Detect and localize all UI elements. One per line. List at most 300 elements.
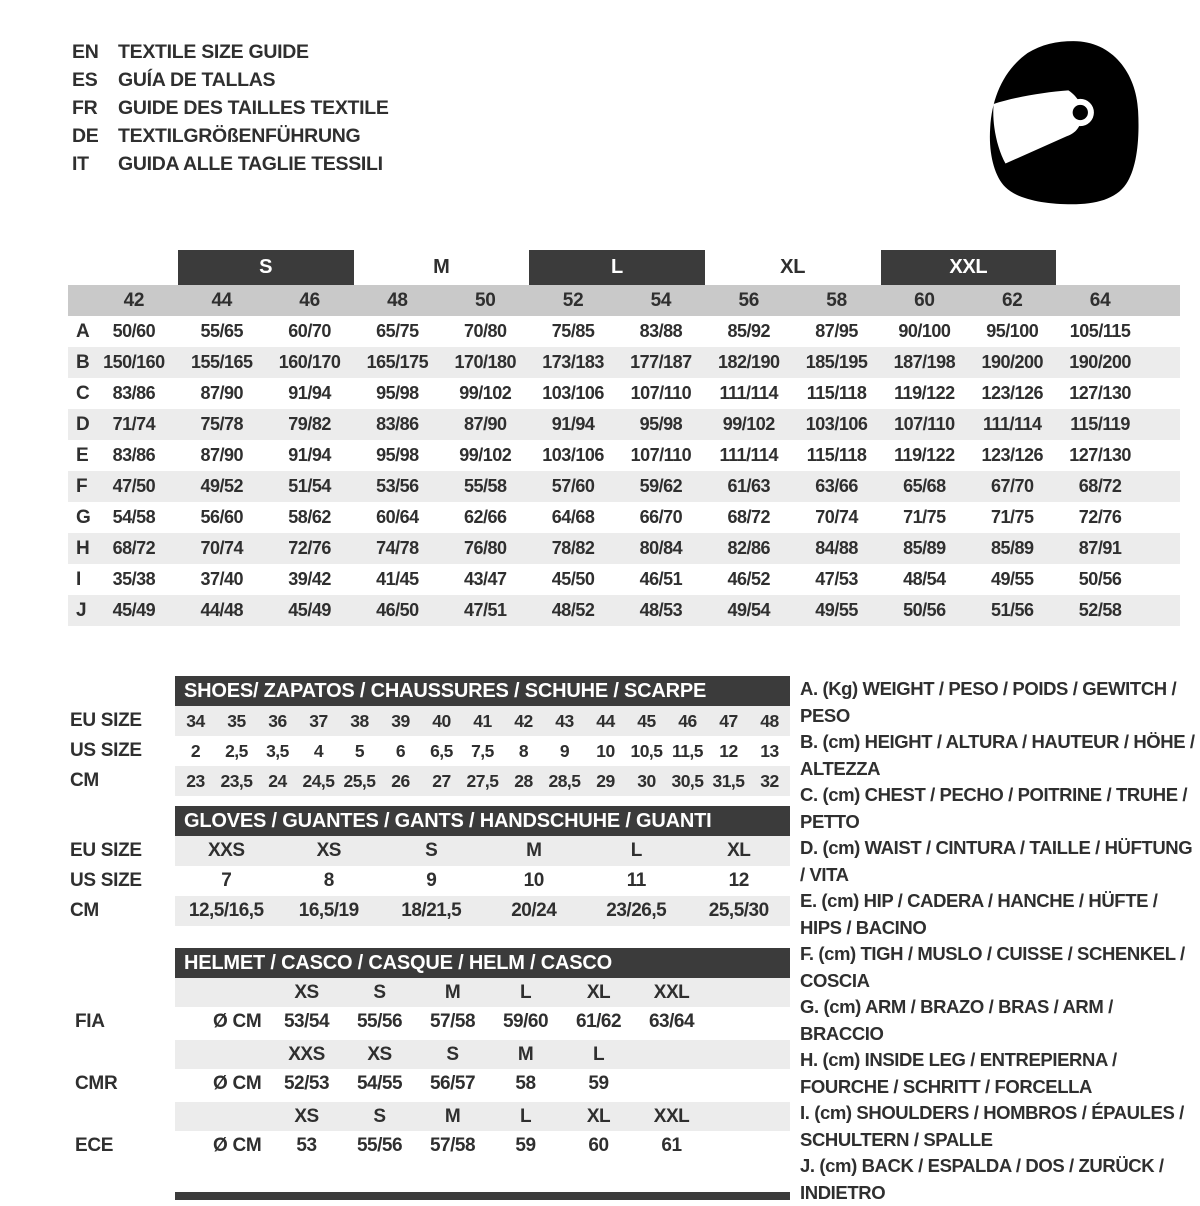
size-cell: 46/50 xyxy=(376,600,419,620)
size-table-row xyxy=(68,316,1180,347)
size-cell: 72/76 xyxy=(1078,507,1122,527)
language-code: EN xyxy=(72,40,99,63)
size-cell: 123/126 xyxy=(981,383,1044,403)
size-cell: 56/60 xyxy=(200,507,244,527)
size-cell: 91/94 xyxy=(288,383,331,403)
size-cell: 57/58 xyxy=(429,1134,476,1156)
size-cell: 111/114 xyxy=(719,445,779,465)
size-cell: 51/56 xyxy=(990,600,1034,620)
size-cell: 43/47 xyxy=(463,569,507,589)
size-cell: 71/74 xyxy=(112,414,156,434)
size-table-row xyxy=(68,378,1180,409)
helmet-values-row xyxy=(70,1007,800,1036)
gloves-row xyxy=(70,866,800,896)
size-cell: 50/60 xyxy=(112,321,156,341)
row-values xyxy=(175,1102,790,1131)
shoes-row xyxy=(70,766,800,796)
size-cell: 25,5/30 xyxy=(708,900,769,921)
measurement-legend-item: E. (cm) HIP / CADERA / HANCHE / HÜFTE / HIPS / BACINO xyxy=(800,890,1158,938)
size-cell: 6 xyxy=(395,740,406,761)
size-cell: 30,5 xyxy=(671,770,704,791)
row-letter: E xyxy=(76,444,89,466)
helmet-size-label: S xyxy=(373,1105,386,1127)
measurement-legend-item: I. (cm) SHOULDERS / HOMBROS / ÉPAULES / SCHULTERN / SPALLE xyxy=(800,1102,1184,1150)
size-cell: 103/106 xyxy=(542,383,604,403)
size-cell: 150/160 xyxy=(103,352,165,372)
row-letter: B xyxy=(76,351,90,373)
measurement-legend-item: D. (cm) WAIST / CINTURA / TAILLE / HÜFTUNG / VITA xyxy=(800,837,1193,885)
size-cell: XS xyxy=(316,840,341,861)
row-letter: D xyxy=(76,413,90,435)
helmet-size-label: S xyxy=(446,1043,459,1065)
size-cell: 8 xyxy=(518,740,529,761)
row-letter: H xyxy=(76,537,90,559)
size-cell: 12 xyxy=(728,870,749,891)
row-letter: J xyxy=(76,599,87,621)
row-values xyxy=(175,736,790,766)
size-cell: 59/62 xyxy=(639,476,683,496)
size-cell: 173/183 xyxy=(542,352,604,372)
size-cell: 64/68 xyxy=(551,507,595,527)
size-cell: S xyxy=(425,840,438,861)
row-values xyxy=(175,1040,790,1069)
size-cell: 119/122 xyxy=(894,445,955,465)
size-cell: 87/91 xyxy=(1078,538,1122,558)
size-cell: 38 xyxy=(350,710,369,731)
row-values xyxy=(175,1007,790,1036)
size-band-label: XXL xyxy=(881,250,1057,285)
size-cell: 59 xyxy=(588,1072,609,1094)
gloves-section xyxy=(70,806,800,926)
row-label: EU SIZE xyxy=(70,840,142,861)
size-cell: 27 xyxy=(432,770,451,791)
size-cell: 80/84 xyxy=(639,538,683,558)
size-cell: 57/60 xyxy=(551,476,595,496)
row-label: EU SIZE xyxy=(70,710,142,731)
size-cell: 85/92 xyxy=(727,321,771,341)
size-cell: 187/198 xyxy=(893,352,956,372)
size-band-label: XL xyxy=(780,256,806,278)
size-cell: 46/52 xyxy=(727,569,771,589)
size-cell: 13 xyxy=(760,740,779,761)
row-values xyxy=(175,896,790,926)
helmet-values-row xyxy=(70,1131,800,1160)
size-cell: 12 xyxy=(719,740,738,761)
diameter-unit-label: Ø CM xyxy=(213,1010,262,1032)
row-label: CM xyxy=(70,770,99,791)
language-code: IT xyxy=(72,152,89,175)
shoes-rows xyxy=(70,706,800,796)
size-cell: 82/86 xyxy=(727,538,771,558)
size-cell: 95/98 xyxy=(639,414,683,434)
size-cell: 2 xyxy=(190,740,201,761)
measurement-legend-item: A. (Kg) WEIGHT / PESO / POIDS / GEWITCH / PESO xyxy=(800,678,1177,726)
numeric-size-label: 46 xyxy=(299,289,320,311)
size-band-label: L xyxy=(529,250,705,285)
helmet-size-label: XXL xyxy=(653,981,690,1003)
helmet-size-labels xyxy=(270,1106,790,1128)
size-cell: 85/89 xyxy=(990,538,1034,558)
size-cell: 111/114 xyxy=(982,414,1042,434)
language-code: FR xyxy=(72,96,98,119)
size-cell: 18/21,5 xyxy=(401,900,462,921)
size-cell: 36 xyxy=(268,710,287,731)
language-title: GUIDA ALLE TAGLIE TESSILI xyxy=(118,152,383,175)
size-cell: 48 xyxy=(760,710,779,731)
size-cell: 91/94 xyxy=(551,414,595,434)
textile-size-table xyxy=(68,250,1180,626)
size-cell: 49/52 xyxy=(200,476,244,496)
helmet-size-label: XL xyxy=(586,1105,611,1127)
size-cell: 27,5 xyxy=(466,770,499,791)
numeric-size-row xyxy=(68,285,1180,316)
language-title-list xyxy=(72,38,389,178)
size-cell: 47/53 xyxy=(815,569,858,589)
size-cell: 10 xyxy=(523,870,544,891)
size-cell: 103/106 xyxy=(805,414,868,434)
measurement-legend-item: H. (cm) INSIDE LEG / ENTREPIERNA / FOURCHE / SCHRITT / FORCELLA xyxy=(800,1049,1117,1097)
helmet-size-values xyxy=(270,1011,790,1033)
helmet-size-label: XS xyxy=(367,1043,392,1065)
numeric-size-label: 60 xyxy=(914,289,935,311)
shoes-section xyxy=(70,676,800,796)
size-cell: 53/56 xyxy=(376,476,419,496)
size-cell: 3,5 xyxy=(266,740,289,761)
size-cell: 50/56 xyxy=(903,600,946,620)
size-table-row xyxy=(68,347,1180,378)
size-cell: 155/165 xyxy=(190,352,253,372)
size-cell: 79/82 xyxy=(288,414,331,434)
size-cell: 41 xyxy=(473,710,492,731)
size-cell: 54/55 xyxy=(356,1072,403,1094)
gloves-row xyxy=(70,836,800,866)
gloves-rows xyxy=(70,836,800,926)
size-cell: 61 xyxy=(661,1134,682,1156)
numeric-size-label: 48 xyxy=(387,289,408,311)
language-code: DE xyxy=(72,124,99,147)
size-cell: 103/106 xyxy=(542,445,604,465)
helmet-section xyxy=(70,948,800,1164)
helmet-size-label: L xyxy=(519,1105,532,1127)
size-cell: 55/65 xyxy=(200,321,244,341)
size-cell: 39/42 xyxy=(288,569,331,589)
shoes-header-bar: SHOES/ ZAPATOS / CHAUSSURES / SCHUHE / SCARPE xyxy=(175,676,790,706)
size-cell: 46 xyxy=(678,710,697,731)
size-table-row xyxy=(68,471,1180,502)
size-cell: 65/68 xyxy=(903,476,946,496)
numeric-size-label: 44 xyxy=(211,289,233,311)
size-cell: 75/85 xyxy=(551,321,595,341)
size-cell: 49/55 xyxy=(815,600,858,620)
row-label: US SIZE xyxy=(70,740,142,761)
numeric-size-label: 58 xyxy=(826,289,847,311)
language-title: TEXTILGRÖßENFÜHRUNG xyxy=(118,124,361,147)
size-cell: 58 xyxy=(515,1072,536,1094)
size-cell: 55/56 xyxy=(356,1010,403,1032)
size-cell: 59/60 xyxy=(502,1010,549,1032)
size-cell: 25,5 xyxy=(343,770,376,791)
size-cell: 39 xyxy=(391,710,410,731)
size-cell: 35/38 xyxy=(112,569,156,589)
size-cell: 87/95 xyxy=(815,321,858,341)
helmet-cert-group xyxy=(70,1102,800,1160)
helmet-size-label: XS xyxy=(294,981,319,1003)
size-band-row xyxy=(68,250,1180,285)
certification-label: CMR xyxy=(75,1072,118,1094)
size-cell: 54/58 xyxy=(112,507,156,527)
helmet-size-values xyxy=(270,1135,790,1157)
size-cell: 87/90 xyxy=(200,383,244,403)
measurement-legend-item: F. (cm) TIGH / MUSLO / CUISSE / SCHENKEL / COSCIA xyxy=(800,943,1185,991)
size-cell: 165/175 xyxy=(366,352,429,372)
size-cell: 83/86 xyxy=(112,383,156,403)
size-cell: L xyxy=(630,840,642,861)
size-cell: 63/66 xyxy=(815,476,858,496)
row-values xyxy=(175,706,790,736)
size-cell: 177/187 xyxy=(630,352,692,372)
size-cell: 28,5 xyxy=(548,770,581,791)
size-cell: 50/56 xyxy=(1078,569,1122,589)
size-cell: 182/190 xyxy=(717,352,780,372)
size-cell: 53 xyxy=(296,1134,317,1156)
size-cell: 49/55 xyxy=(990,569,1034,589)
size-cell: 23/26,5 xyxy=(606,900,667,921)
size-table-row xyxy=(68,409,1180,440)
measurement-legend-item: B. (cm) HEIGHT / ALTURA / HAUTEUR / HÖHE / ALTEZZA xyxy=(800,731,1195,779)
size-cell: 84/88 xyxy=(815,538,858,558)
size-cell: 160/170 xyxy=(278,352,341,372)
row-letter: A xyxy=(76,320,90,342)
size-cell: 74/78 xyxy=(376,538,419,558)
size-cell: 2,5 xyxy=(225,740,248,761)
measurement-legend xyxy=(800,676,1198,1206)
size-cell: 58/62 xyxy=(288,507,331,527)
size-cell: 70/74 xyxy=(200,538,244,558)
size-cell: 78/82 xyxy=(551,538,595,558)
size-cell: 66/70 xyxy=(639,507,683,527)
size-cell: 45/49 xyxy=(288,600,331,620)
language-row xyxy=(72,122,389,150)
row-letter: F xyxy=(76,475,88,497)
size-cell: 83/88 xyxy=(639,321,683,341)
size-cell: 23,5 xyxy=(220,770,253,791)
size-cell: 23 xyxy=(186,770,205,791)
size-cell: 4 xyxy=(313,740,324,761)
size-cell: 43 xyxy=(555,710,574,731)
size-cell: 190/200 xyxy=(981,352,1044,372)
helmet-values-row xyxy=(70,1069,800,1098)
size-cell: 75/78 xyxy=(200,414,244,434)
size-cell: 107/110 xyxy=(630,445,692,465)
helmet-size-values xyxy=(270,1073,790,1095)
size-cell: 48/52 xyxy=(551,600,595,620)
cropped-section-bar xyxy=(175,1192,790,1200)
size-cell: 65/75 xyxy=(376,321,419,341)
size-cell: 28 xyxy=(514,770,533,791)
size-cell: 24 xyxy=(268,770,287,791)
size-cell: 12,5/16,5 xyxy=(188,900,264,921)
numeric-size-label: 54 xyxy=(650,289,672,311)
gloves-row xyxy=(70,896,800,926)
size-cell: 10 xyxy=(596,740,615,761)
helmet-header-bar: HELMET / CASCO / CASQUE / HELM / CASCO xyxy=(175,948,790,978)
measurement-legend-item: J. (cm) BACK / ESPALDA / DOS / ZURÜCK / INDIETRO xyxy=(800,1155,1164,1203)
size-cell: 47/50 xyxy=(112,476,156,496)
measurement-legend-item: C. (cm) CHEST / PECHO / POITRINE / TRUHE / PETTO xyxy=(800,784,1188,832)
size-cell: 119/122 xyxy=(894,383,955,403)
size-cell: 45 xyxy=(637,710,656,731)
size-cell: 190/200 xyxy=(1069,352,1131,372)
helmet-sizes-row xyxy=(70,978,800,1007)
size-cell: 34 xyxy=(186,710,205,731)
size-cell: 68/72 xyxy=(727,507,771,527)
helmet-size-label: L xyxy=(592,1043,605,1065)
language-code: ES xyxy=(72,68,98,91)
size-cell: 47/51 xyxy=(463,600,507,620)
size-cell: 61/62 xyxy=(575,1010,622,1032)
size-cell: 35 xyxy=(227,710,246,731)
helmet-groups xyxy=(70,978,800,1160)
numeric-size-label: 64 xyxy=(1089,289,1111,311)
size-cell: 11 xyxy=(626,870,646,891)
size-cell: 111/114 xyxy=(719,383,779,403)
size-cell: 60/64 xyxy=(376,507,419,527)
size-cell: 62/66 xyxy=(463,507,507,527)
size-cell: 16,5/19 xyxy=(298,900,359,921)
row-label-spacer xyxy=(70,1102,175,1131)
size-cell: 44 xyxy=(596,710,615,731)
size-cell: 105/115 xyxy=(1069,321,1131,341)
row-values xyxy=(175,1131,790,1160)
size-cell: 85/89 xyxy=(903,538,946,558)
size-cell: M xyxy=(526,840,542,861)
measurement-legend-item: G. (cm) ARM / BRAZO / BRAS / ARM / BRACCIO xyxy=(800,996,1113,1044)
size-cell: 24,5 xyxy=(302,770,335,791)
size-cell: 47 xyxy=(719,710,738,731)
size-band-label: S xyxy=(178,250,354,285)
size-cell: 20/24 xyxy=(511,900,557,921)
size-cell: 87/90 xyxy=(463,414,507,434)
size-cell: 123/126 xyxy=(981,445,1044,465)
size-cell: 52/53 xyxy=(283,1072,330,1094)
row-values xyxy=(175,866,790,896)
row-letter: G xyxy=(76,506,91,528)
size-cell: 52/58 xyxy=(1078,600,1122,620)
row-values xyxy=(175,836,790,866)
size-cell: 51/54 xyxy=(288,476,331,496)
size-cell: 42 xyxy=(514,710,533,731)
textile-rows xyxy=(68,316,1180,626)
language-row xyxy=(72,150,389,178)
size-cell: 68/72 xyxy=(1078,476,1122,496)
helmet-size-label: M xyxy=(444,1105,461,1127)
size-cell: 90/100 xyxy=(898,321,951,341)
size-cell: 115/119 xyxy=(1070,414,1130,434)
size-cell: XL xyxy=(727,840,751,861)
helmet-size-label: XL xyxy=(586,981,611,1003)
size-cell: 57/58 xyxy=(429,1010,476,1032)
size-cell: 95/98 xyxy=(376,445,419,465)
size-cell: 70/74 xyxy=(815,507,858,527)
size-cell: 9 xyxy=(426,870,437,891)
numeric-size-label: 50 xyxy=(474,289,496,311)
shoes-row xyxy=(70,736,800,766)
size-cell: 37 xyxy=(309,710,328,731)
numeric-size-label: 52 xyxy=(562,289,584,311)
helmet-size-label: XS xyxy=(294,1105,319,1127)
helmet-size-labels xyxy=(270,982,790,1004)
size-cell: 76/80 xyxy=(463,538,507,558)
size-band-label: M xyxy=(433,256,450,278)
size-cell: 72/76 xyxy=(288,538,331,558)
row-letter: I xyxy=(76,568,81,590)
language-row xyxy=(72,94,389,122)
helmet-size-label: XXS xyxy=(288,1043,325,1065)
size-cell: 70/80 xyxy=(463,321,507,341)
size-cell: 107/110 xyxy=(894,414,955,434)
language-row xyxy=(72,66,389,94)
size-cell: XXS xyxy=(207,840,245,861)
size-cell: 71/75 xyxy=(903,507,946,527)
size-cell: 170/180 xyxy=(454,352,517,372)
size-table-row xyxy=(68,533,1180,564)
row-label-spacer xyxy=(70,978,175,1007)
numeric-size-label: 42 xyxy=(123,289,145,311)
size-cell: 83/86 xyxy=(376,414,419,434)
gloves-header-bar: GLOVES / GUANTES / GANTS / HANDSCHUHE / GUANTI xyxy=(175,806,790,836)
size-cell: 115/118 xyxy=(806,383,867,403)
helmet-cert-group xyxy=(70,1040,800,1098)
size-cell: 68/72 xyxy=(112,538,156,558)
size-cell: 30 xyxy=(637,770,656,791)
size-cell: 53/54 xyxy=(283,1010,330,1032)
helmet-size-label: XXL xyxy=(653,1105,690,1127)
size-cell: 127/130 xyxy=(1069,383,1131,403)
shoes-row xyxy=(70,706,800,736)
size-cell: 10,5 xyxy=(630,740,663,761)
size-cell: 55/58 xyxy=(463,476,507,496)
row-label: CM xyxy=(70,900,99,921)
size-table-row xyxy=(68,564,1180,595)
numeric-size-label: 56 xyxy=(738,289,760,311)
language-title: GUIDE DES TAILLES TEXTILE xyxy=(118,96,389,119)
size-cell: 95/100 xyxy=(986,321,1039,341)
size-cell: 99/102 xyxy=(459,445,512,465)
size-cell: 7 xyxy=(221,870,232,891)
helmet-cert-group xyxy=(70,978,800,1036)
size-cell: 99/102 xyxy=(722,414,775,434)
row-values xyxy=(175,766,790,796)
row-label: US SIZE xyxy=(70,870,142,891)
racing-helmet-icon xyxy=(980,36,1150,206)
size-table-row xyxy=(68,502,1180,533)
size-cell: 60 xyxy=(588,1134,609,1156)
size-table-row xyxy=(68,440,1180,471)
helmet-size-labels xyxy=(270,1044,790,1066)
size-cell: 99/102 xyxy=(459,383,512,403)
size-cell: 41/45 xyxy=(376,569,419,589)
size-cell: 67/70 xyxy=(990,476,1034,496)
size-cell: 6,5 xyxy=(430,740,453,761)
language-title: TEXTILE SIZE GUIDE xyxy=(118,40,309,63)
size-cell: 5 xyxy=(354,740,365,761)
size-cell: 115/118 xyxy=(806,445,867,465)
size-cell: 9 xyxy=(559,740,570,761)
helmet-sizes-row xyxy=(70,1040,800,1069)
size-cell: 46/51 xyxy=(639,569,683,589)
size-cell: 71/75 xyxy=(990,507,1034,527)
size-cell: 26 xyxy=(391,770,410,791)
